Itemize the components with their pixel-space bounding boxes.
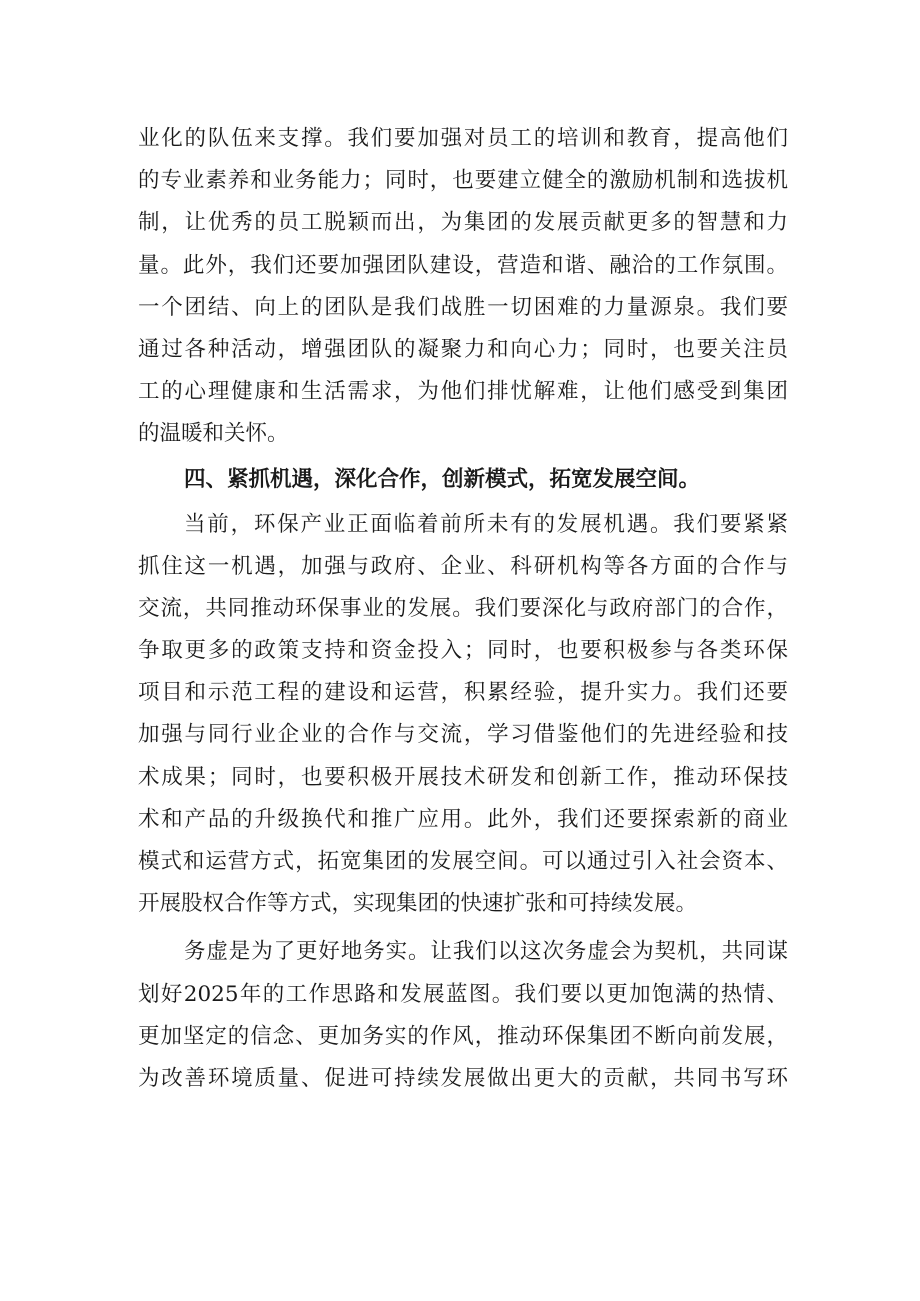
text-line: 术和产品的升级换代和推广应用。此外，我们还要探索新的商业 [138,806,788,832]
text-line: 通过各种活动，增强团队的凝聚力和向心力；同时，也要关注员 [138,336,788,362]
text-line: 更加坚定的信念、更加务实的作风，推动环保集团不断向前发展， [138,1023,788,1049]
text-line: 项目和示范工程的建设和运营，积累经验，提升实力。我们还要 [138,680,788,706]
document-body [138,118,788,1100]
paragraph-2 [138,504,788,926]
text-line: 术成果；同时，也要积极开展技术研发和创新工作，推动环保技 [138,764,788,790]
text-line: 抓住这一机遇，加强与政府、企业、科研机构等各方面的合作与 [138,553,788,579]
paragraph-3 [138,931,788,1100]
text-line: 一个团结、向上的团队是我们战胜一切困难的力量源泉。我们要 [138,294,788,320]
text-line: 的专业素养和业务能力；同时，也要建立健全的激励机制和选拔机 [138,168,788,194]
text-line: 开展股权合作等方式，实现集团的快速扩张和可持续发展。 [138,891,698,917]
text-line: 交流，共同推动环保事业的发展。我们要深化与政府部门的合作， [138,595,788,621]
text-line: 划好2025年的工作思路和发展蓝图。我们要以更加饱满的热情、 [138,981,788,1007]
text-line: 量。此外，我们还要加强团队建设，营造和谐、融洽的工作氛围。 [138,252,788,278]
text-line: 为改善环境质量、促进可持续发展做出更大的贡献，共同书写环 [138,1065,788,1091]
text-line: 当前，环保产业正面临着前所未有的发展机遇。我们要紧紧 [184,511,788,537]
text-line: 加强与同行业企业的合作与交流，学习借鉴他们的先进经验和技 [138,722,788,748]
section-heading: 四、紧抓机遇，深化合作，创新模式，拓宽发展空间。 [184,466,701,492]
paragraph-1 [138,118,788,456]
text-line: 工的心理健康和生活需求，为他们排忧解难，让他们感受到集团 [138,379,788,405]
text-line: 争取更多的政策支持和资金投入；同时，也要积极参与各类环保 [138,638,788,664]
text-line: 的温暖和关怀。 [138,421,289,447]
text-line: 模式和运营方式，拓宽集团的发展空间。可以通过引入社会资本、 [138,849,788,874]
text-line: 业化的队伍来支撑。我们要加强对员工的培训和教育，提高他们 [138,126,788,151]
text-line: 制，让优秀的员工脱颖而出，为集团的发展贡献更多的智慧和力 [138,210,788,236]
text-line: 务虚是为了更好地务实。让我们以这次务虚会为契机，共同谋 [184,939,788,965]
